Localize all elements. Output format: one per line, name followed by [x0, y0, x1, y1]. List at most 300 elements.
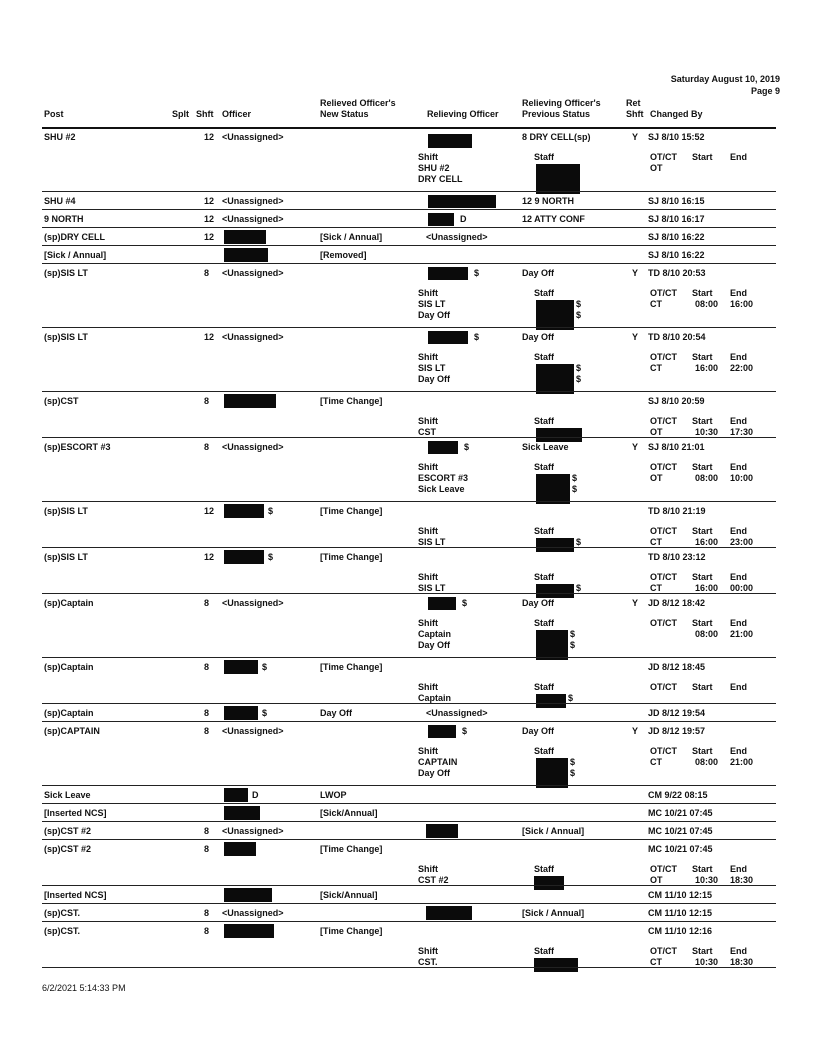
staff-mark: $: [572, 484, 578, 494]
otct-label: OT/CT: [650, 352, 677, 362]
shift-cell: 8: [204, 708, 210, 718]
shift-label: Shift: [418, 864, 438, 874]
end-value: 10:00: [730, 473, 754, 483]
changed-by-cell: TD 8/10 20:54: [648, 332, 706, 342]
table-row: [0, 658, 816, 704]
post-cell: SHU #2: [44, 132, 76, 142]
changed-by-cell: CM 9/22 08:15: [648, 790, 708, 800]
relieving-officer-cell: <Unassigned>: [426, 232, 488, 242]
start-label: Start: [692, 152, 713, 162]
end-value: 16:00: [730, 299, 754, 309]
shift-label: Shift: [418, 152, 438, 162]
redaction-block: [426, 906, 472, 920]
previous-status-cell: Day Off: [522, 332, 555, 342]
relieving-officer-cell: D: [460, 214, 467, 224]
shift-detail-line: Day Off: [418, 374, 451, 384]
previous-status-cell: Day Off: [522, 598, 555, 608]
page-number: Page 9: [750, 86, 780, 96]
start-label: Start: [692, 526, 713, 536]
redaction-block: [224, 394, 276, 408]
post-cell: (sp)CST: [44, 396, 79, 406]
redaction-block: [224, 806, 260, 820]
post-cell: (sp)Captain: [44, 708, 94, 718]
officer-cell: <Unassigned>: [222, 442, 284, 452]
previous-status-cell: 8 DRY CELL(sp): [522, 132, 591, 142]
new-status-cell: [Sick / Annual]: [320, 232, 383, 242]
end-label: End: [730, 682, 747, 692]
table-row: [0, 328, 816, 392]
post-cell: (sp)CST.: [44, 926, 80, 936]
shift-label: Shift: [418, 682, 438, 692]
shift-label: Shift: [418, 572, 438, 582]
staff-label: Staff: [534, 864, 554, 874]
post-cell: (sp)SIS LT: [44, 506, 88, 516]
table-row: [0, 192, 816, 210]
shift-detail-line: Day Off: [418, 768, 451, 778]
otct-label: OT/CT: [650, 946, 677, 956]
table-row: [0, 786, 816, 804]
col-ret-2: Shft: [626, 109, 644, 119]
start-value: 08:00: [695, 757, 719, 767]
table-row: [0, 264, 816, 328]
otct-label: OT/CT: [650, 288, 677, 298]
staff-label: Staff: [534, 946, 554, 956]
report-date: Saturday August 10, 2019: [670, 74, 780, 84]
redaction-block: [224, 230, 266, 244]
shift-detail-line: SIS LT: [418, 299, 446, 309]
officer-cell: <Unassigned>: [222, 726, 284, 736]
redaction-block: [224, 924, 274, 938]
relieving-officer-cell: $: [474, 268, 480, 278]
staff-redaction: [536, 364, 574, 394]
post-cell: (sp)CST.: [44, 908, 80, 918]
shift-cell: 12: [204, 552, 215, 562]
officer-cell: <Unassigned>: [222, 598, 284, 608]
staff-redaction: [536, 758, 568, 788]
table-row: [0, 228, 816, 246]
officer-cell: $: [262, 708, 268, 718]
post-cell: (sp)CST #2: [44, 844, 92, 854]
changed-by-cell: SJ 8/10 16:15: [648, 196, 705, 206]
previous-status-cell: Day Off: [522, 726, 555, 736]
col-prev-status-2: Previous Status: [522, 109, 591, 119]
start-label: Start: [692, 746, 713, 756]
staff-redaction: [536, 300, 574, 330]
end-label: End: [730, 462, 747, 472]
otct-value: CT: [650, 299, 662, 309]
staff-label: Staff: [534, 746, 554, 756]
shift-detail-line: DRY CELL: [418, 174, 463, 184]
redaction-block: [224, 550, 264, 564]
shift-cell: 8: [204, 442, 210, 452]
table-row: [0, 822, 816, 840]
otct-label: OT/CT: [650, 618, 677, 628]
otct-value: OT: [650, 163, 663, 173]
redaction-block: [428, 195, 496, 208]
redaction-block: [428, 267, 468, 280]
officer-cell: $: [268, 552, 274, 562]
shift-detail-line: CST #2: [418, 875, 449, 885]
shift-detail-line: Day Off: [418, 640, 451, 650]
changed-by-cell: CM 11/10 12:16: [648, 926, 713, 936]
staff-redaction: [536, 164, 580, 194]
changed-by-cell: MC 10/21 07:45: [648, 826, 713, 836]
relieving-officer-cell: <Unassigned>: [426, 708, 488, 718]
shift-detail-line: SIS LT: [418, 537, 446, 547]
post-cell: [Sick / Annual]: [44, 250, 107, 260]
shift-cell: 8: [204, 396, 210, 406]
row-divider: [42, 967, 776, 968]
redaction-block: [224, 660, 258, 674]
new-status-cell: LWOP: [320, 790, 347, 800]
otct-value: CT: [650, 957, 662, 967]
officer-cell: <Unassigned>: [222, 826, 284, 836]
previous-status-cell: Day Off: [522, 268, 555, 278]
return-shift-cell: Y: [632, 598, 639, 608]
shift-label: Shift: [418, 946, 438, 956]
new-status-cell: Day Off: [320, 708, 353, 718]
changed-by-cell: SJ 8/10 16:22: [648, 250, 705, 260]
redaction-block: [224, 888, 272, 902]
end-label: End: [730, 864, 747, 874]
end-value: 17:30: [730, 427, 754, 437]
return-shift-cell: Y: [632, 132, 639, 142]
changed-by-cell: JD 8/12 18:45: [648, 662, 706, 672]
changed-by-cell: SJ 8/10 20:59: [648, 396, 705, 406]
redaction-block: [428, 213, 454, 226]
post-cell: [Inserted NCS]: [44, 808, 107, 818]
otct-value: CT: [650, 583, 662, 593]
staff-mark: $: [576, 374, 582, 384]
otct-label: OT/CT: [650, 682, 677, 692]
redaction-block: [224, 706, 258, 720]
changed-by-cell: SJ 8/10 16:22: [648, 232, 705, 242]
shift-cell: 12: [204, 196, 215, 206]
shift-label: Shift: [418, 526, 438, 536]
post-cell: (sp)CAPTAIN: [44, 726, 100, 736]
shift-detail-line: Captain: [418, 693, 452, 703]
print-timestamp: 6/2/2021 5:14:33 PM: [42, 983, 126, 993]
previous-status-cell: [Sick / Annual]: [522, 826, 585, 836]
table-row: [0, 840, 816, 886]
table-row: [0, 886, 816, 904]
shift-detail-line: SIS LT: [418, 583, 446, 593]
changed-by-cell: SJ 8/10 21:01: [648, 442, 705, 452]
redaction-block: [224, 504, 264, 518]
staff-label: Staff: [534, 288, 554, 298]
staff-mark: $: [570, 768, 576, 778]
shift-label: Shift: [418, 462, 438, 472]
end-value: 18:30: [730, 875, 754, 885]
changed-by-cell: CM 11/10 12:15: [648, 890, 713, 900]
officer-cell: <Unassigned>: [222, 214, 284, 224]
officer-cell: <Unassigned>: [222, 132, 284, 142]
shift-cell: 12: [204, 132, 215, 142]
staff-mark: $: [576, 363, 582, 373]
staff-label: Staff: [534, 462, 554, 472]
staff-label: Staff: [534, 152, 554, 162]
otct-value: OT: [650, 473, 663, 483]
table-row: [0, 922, 816, 968]
start-label: Start: [692, 946, 713, 956]
changed-by-cell: SJ 8/10 16:17: [648, 214, 705, 224]
new-status-cell: [Sick/Annual]: [320, 890, 378, 900]
return-shift-cell: Y: [632, 268, 639, 278]
end-label: End: [730, 946, 747, 956]
shift-cell: 12: [204, 506, 215, 516]
shift-cell: 8: [204, 908, 210, 918]
new-status-cell: [Sick/Annual]: [320, 808, 378, 818]
new-status-cell: [Time Change]: [320, 552, 383, 562]
col-post: Post: [44, 109, 64, 119]
end-value: 21:00: [730, 629, 754, 639]
start-value: 10:30: [695, 427, 719, 437]
end-label: End: [730, 352, 747, 362]
end-value: 00:00: [730, 583, 754, 593]
otct-label: OT/CT: [650, 526, 677, 536]
staff-label: Staff: [534, 352, 554, 362]
return-shift-cell: Y: [632, 442, 639, 452]
shift-detail-line: CST: [418, 427, 436, 437]
shift-detail-line: CAPTAIN: [418, 757, 458, 767]
changed-by-cell: SJ 8/10 15:52: [648, 132, 705, 142]
changed-by-cell: TD 8/10 20:53: [648, 268, 706, 278]
table-row: [0, 548, 816, 594]
col-changed-by: Changed By: [650, 109, 703, 119]
shift-label: Shift: [418, 618, 438, 628]
otct-label: OT/CT: [650, 152, 677, 162]
start-label: Start: [692, 288, 713, 298]
staff-mark: $: [572, 473, 578, 483]
redaction-block: [428, 134, 472, 148]
start-label: Start: [692, 572, 713, 582]
changed-by-cell: TD 8/10 23:12: [648, 552, 706, 562]
changed-by-cell: CM 11/10 12:15: [648, 908, 713, 918]
staff-label: Staff: [534, 618, 554, 628]
table-row: [0, 722, 816, 786]
redaction-block: [224, 842, 256, 856]
staff-mark: $: [576, 583, 582, 593]
shift-cell: 12: [204, 232, 215, 242]
redaction-block: [428, 441, 458, 454]
end-label: End: [730, 152, 747, 162]
table-row: [0, 246, 816, 264]
start-value: 08:00: [695, 473, 719, 483]
staff-mark: $: [570, 629, 576, 639]
table-row: [0, 804, 816, 822]
shift-detail-line: ESCORT #3: [418, 473, 469, 483]
post-cell: (sp)Captain: [44, 662, 94, 672]
col-relieved-status-1: Relieved Officer's: [320, 98, 396, 108]
relieving-officer-cell: $: [474, 332, 480, 342]
previous-status-cell: [Sick / Annual]: [522, 908, 585, 918]
staff-redaction: [534, 958, 578, 972]
staff-redaction: [536, 474, 570, 504]
end-label: End: [730, 746, 747, 756]
otct-value: CT: [650, 757, 662, 767]
staff-label: Staff: [534, 572, 554, 582]
shift-detail-line: Captain: [418, 629, 452, 639]
post-cell: (sp)CST #2: [44, 826, 92, 836]
otct-label: OT/CT: [650, 746, 677, 756]
staff-mark: $: [576, 537, 582, 547]
shift-cell: 12: [204, 214, 215, 224]
staff-redaction: [536, 630, 568, 660]
changed-by-cell: MC 10/21 07:45: [648, 844, 713, 854]
shift-cell: 12: [204, 332, 215, 342]
end-value: 21:00: [730, 757, 754, 767]
staff-mark: $: [570, 640, 576, 650]
staff-label: Staff: [534, 526, 554, 536]
start-value: 16:00: [695, 537, 719, 547]
end-label: End: [730, 288, 747, 298]
otct-value: CT: [650, 363, 662, 373]
otct-value: OT: [650, 875, 663, 885]
table-row: [0, 704, 816, 722]
col-officer: Officer: [222, 109, 252, 119]
start-label: Start: [692, 682, 713, 692]
start-label: Start: [692, 352, 713, 362]
changed-by-cell: MC 10/21 07:45: [648, 808, 713, 818]
new-status-cell: [Time Change]: [320, 844, 383, 854]
post-cell: (sp)SIS LT: [44, 552, 88, 562]
shift-label: Shift: [418, 352, 438, 362]
post-cell: 9 NORTH: [44, 214, 84, 224]
officer-cell: D: [252, 790, 259, 800]
return-shift-cell: Y: [632, 332, 639, 342]
shift-cell: 8: [204, 826, 210, 836]
start-value: 16:00: [695, 583, 719, 593]
new-status-cell: [Time Change]: [320, 506, 383, 516]
shift-label: Shift: [418, 416, 438, 426]
officer-cell: <Unassigned>: [222, 196, 284, 206]
redaction-block: [428, 331, 468, 344]
start-value: 08:00: [695, 299, 719, 309]
post-cell: (sp)SIS LT: [44, 332, 88, 342]
previous-status-cell: Sick Leave: [522, 442, 569, 452]
col-shft: Shft: [196, 109, 214, 119]
staff-label: Staff: [534, 682, 554, 692]
log-table: [0, 128, 816, 968]
staff-mark: $: [570, 757, 576, 767]
shift-detail-line: Day Off: [418, 310, 451, 320]
table-row: [0, 210, 816, 228]
end-value: 23:00: [730, 537, 754, 547]
end-value: 22:00: [730, 363, 754, 373]
officer-cell: <Unassigned>: [222, 268, 284, 278]
post-cell: (sp)DRY CELL: [44, 232, 106, 242]
officer-cell: $: [262, 662, 268, 672]
shift-cell: 8: [204, 268, 210, 278]
new-status-cell: [Removed]: [320, 250, 367, 260]
shift-cell: 8: [204, 926, 210, 936]
end-value: 18:30: [730, 957, 754, 967]
changed-by-cell: JD 8/12 18:42: [648, 598, 706, 608]
table-row: [0, 502, 816, 548]
start-value: 10:30: [695, 875, 719, 885]
staff-label: Staff: [534, 416, 554, 426]
otct-label: OT/CT: [650, 864, 677, 874]
officer-cell: $: [268, 506, 274, 516]
start-value: 08:00: [695, 629, 719, 639]
staff-mark: $: [576, 299, 582, 309]
relieving-officer-cell: $: [462, 598, 468, 608]
col-ret-1: Ret: [626, 98, 641, 108]
end-label: End: [730, 572, 747, 582]
redaction-block: [224, 248, 268, 262]
col-splt: Splt: [172, 109, 189, 119]
otct-label: OT/CT: [650, 462, 677, 472]
start-label: Start: [692, 462, 713, 472]
start-label: Start: [692, 864, 713, 874]
post-cell: SHU #4: [44, 196, 76, 206]
otct-label: OT/CT: [650, 572, 677, 582]
table-row: [0, 904, 816, 922]
start-value: 16:00: [695, 363, 719, 373]
shift-cell: 8: [204, 598, 210, 608]
post-cell: (sp)ESCORT #3: [44, 442, 111, 452]
shift-cell: 8: [204, 726, 210, 736]
shift-label: Shift: [418, 288, 438, 298]
table-row: [0, 128, 816, 192]
redaction-block: [224, 788, 248, 802]
shift-cell: 8: [204, 844, 210, 854]
otct-label: OT/CT: [650, 416, 677, 426]
post-cell: (sp)SIS LT: [44, 268, 88, 278]
otct-value: OT: [650, 427, 663, 437]
start-value: 10:30: [695, 957, 719, 967]
return-shift-cell: Y: [632, 726, 639, 736]
officer-cell: <Unassigned>: [222, 908, 284, 918]
table-row: [0, 392, 816, 438]
previous-status-cell: 12 ATTY CONF: [522, 214, 585, 224]
officer-cell: <Unassigned>: [222, 332, 284, 342]
staff-mark: $: [576, 310, 582, 320]
new-status-cell: [Time Change]: [320, 662, 383, 672]
table-row: [0, 438, 816, 502]
post-cell: (sp)Captain: [44, 598, 94, 608]
post-cell: [Inserted NCS]: [44, 890, 107, 900]
start-label: Start: [692, 618, 713, 628]
changed-by-cell: JD 8/12 19:54: [648, 708, 706, 718]
shift-cell: 8: [204, 662, 210, 672]
post-cell: Sick Leave: [44, 790, 91, 800]
end-label: End: [730, 526, 747, 536]
col-relieving-officer: Relieving Officer: [427, 109, 499, 119]
previous-status-cell: 12 9 NORTH: [522, 196, 575, 206]
relieving-officer-cell: $: [464, 442, 470, 452]
changed-by-cell: TD 8/10 21:19: [648, 506, 706, 516]
col-prev-status-1: Relieving Officer's: [522, 98, 601, 108]
shift-detail-line: CST.: [418, 957, 438, 967]
shift-detail-line: SHU #2: [418, 163, 450, 173]
new-status-cell: [Time Change]: [320, 396, 383, 406]
staff-mark: $: [568, 693, 574, 703]
shift-detail-line: SIS LT: [418, 363, 446, 373]
changed-by-cell: JD 8/12 19:57: [648, 726, 706, 736]
start-label: Start: [692, 416, 713, 426]
table-row: [0, 594, 816, 658]
new-status-cell: [Time Change]: [320, 926, 383, 936]
relieving-officer-cell: $: [462, 726, 468, 736]
otct-value: CT: [650, 537, 662, 547]
redaction-block: [428, 597, 456, 610]
end-label: End: [730, 416, 747, 426]
redaction-block: [426, 824, 458, 838]
col-relieved-status-2: New Status: [320, 109, 369, 119]
redaction-block: [428, 725, 456, 738]
shift-detail-line: Sick Leave: [418, 484, 465, 494]
